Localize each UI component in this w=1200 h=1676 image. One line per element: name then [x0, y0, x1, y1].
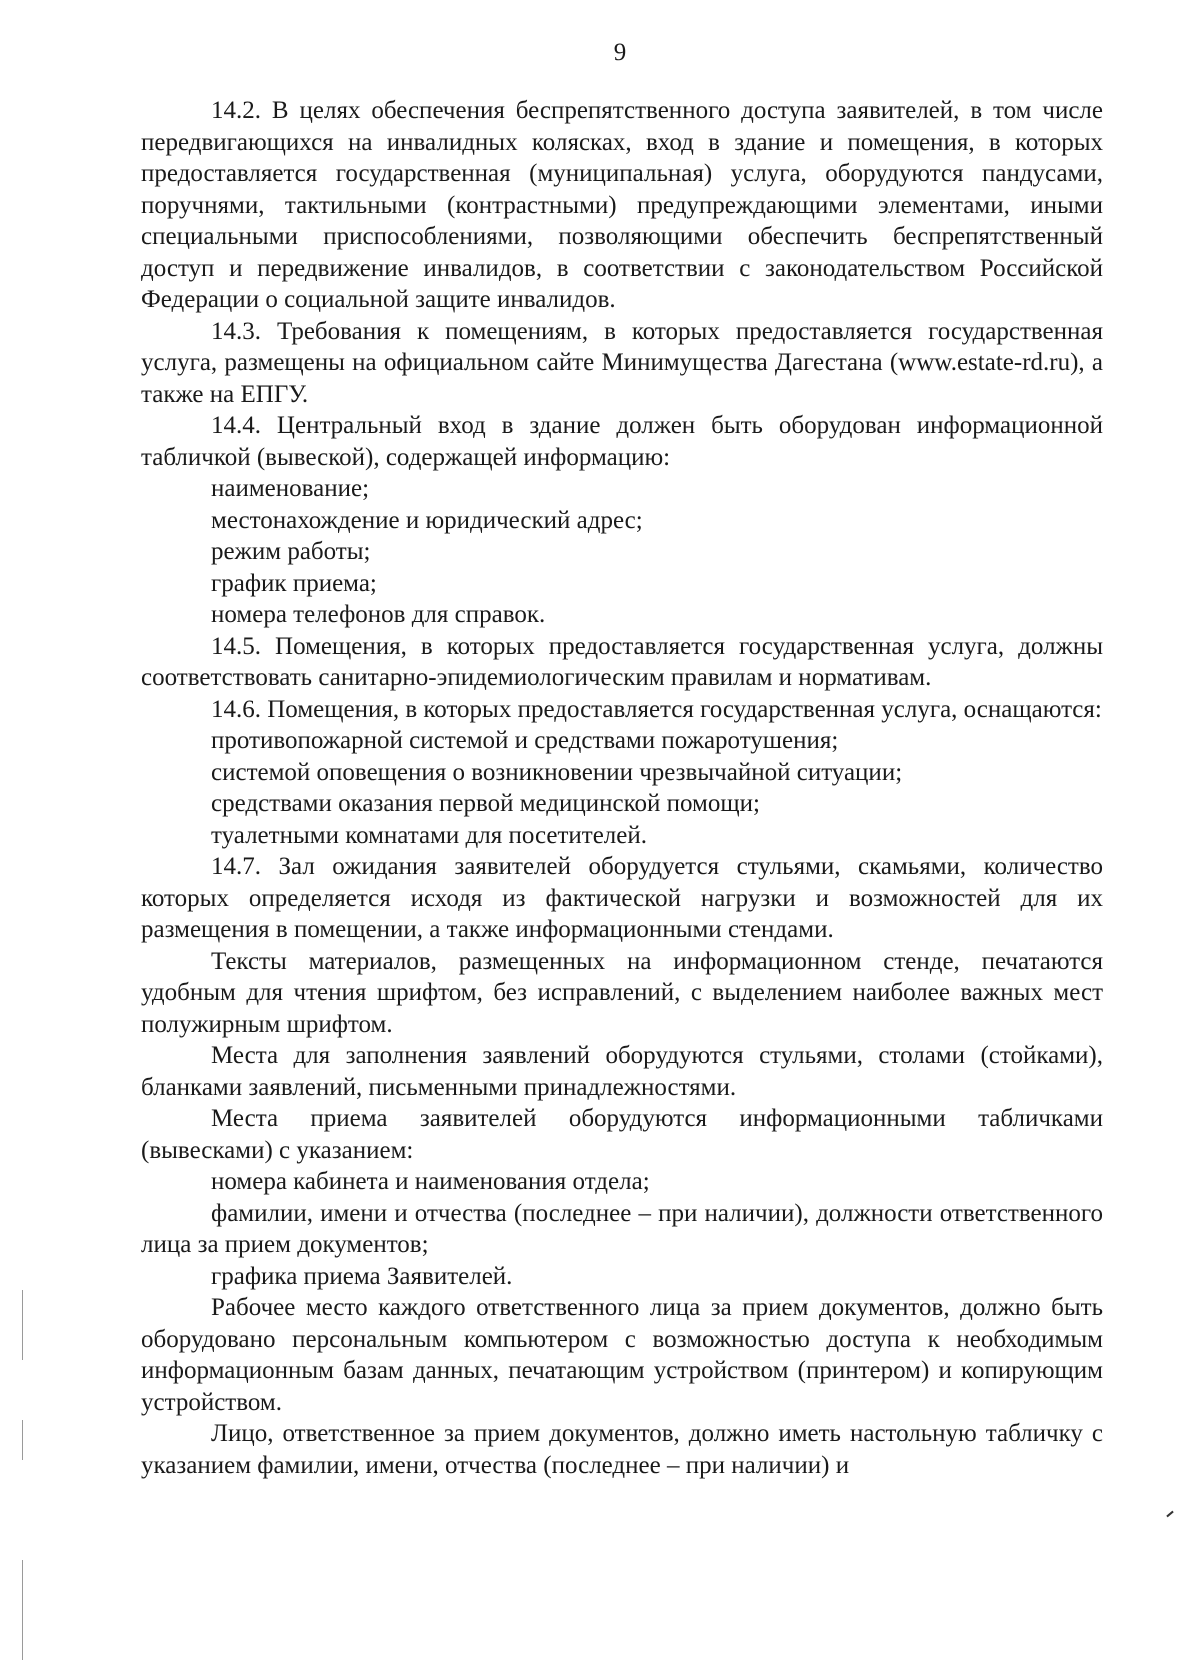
list-item: график приема; [211, 569, 377, 597]
list-item: режим работы; [211, 538, 371, 565]
list-item: туалетными комнатами для посетителей. [211, 821, 647, 849]
list-item: местонахождение и юридический адрес; [211, 506, 643, 534]
paragraph: 14.7. Зал ожидания заявителей оборудуется стульями, скамьями, количество которых определяется исходя из фактической нагрузки и возможностей для их размещения в помещении, а также информационными стендами. [141, 853, 1103, 943]
paragraph: Тексты материалов, размещенных на информационном стенде, печатаются удобным для чтения шрифтом, без исправлений, с выделением наиболее важных мест полужирным шрифтом. [141, 947, 1103, 1038]
document-body [141, 95, 1103, 1481]
paragraph: 14.5. Помещения, в которых предоставляется государственная услуга, должны соответствовать санитарно-эпидемиологическим правилам и нормативам. [141, 632, 1103, 691]
page-number: 9 [613, 39, 627, 66]
list-item: графика приема Заявителей. [211, 1262, 513, 1290]
list-item: номера кабинета и наименования отдела; [211, 1168, 650, 1195]
scan-edge-line [22, 1560, 23, 1660]
list-item: противопожарной системой и средствами пожаротушения; [211, 727, 839, 754]
paragraph: 14.6. Помещения, в которых предоставляется государственная услуга, оснащаются: [211, 695, 1102, 723]
paragraph: 14.3. Требования к помещениям, в которых предоставляется государственная услуга, размещены на официальном сайте Минимущества Дагестана (www.estate-rd.ru), а также на ЕПГУ. [141, 317, 1103, 408]
scan-edge-line [22, 1290, 23, 1360]
scan-edge-line [22, 1420, 23, 1460]
paragraph: 14.2. В целях обеспечения беспрепятственного доступа заявителей, в том числе передвигающихся на инвалидных колясках, вход в здание и помещения, в которых предоставляется государственная (муниципальная) услуга, оборудуются пандусами, поручнями, тактильными (контрастными) предупреждающими элементами, иными специальными приспособлениями, позволяющими обеспечить беспрепятственный доступ и передвижение инвалидов, в соответствии с законодательством Российской Федерации о социальной защите инвалидов. [141, 97, 1103, 313]
paragraph: 14.4. Центральный вход в здание должен быть оборудован информационной табличкой (вывеской), содержащей информацию: [141, 412, 1103, 471]
paragraph: Лицо, ответственное за прием документов, должно иметь настольную табличку с указанием фамилии, имени, отчества (последнее – при наличии) и [141, 1420, 1103, 1479]
scan-mark [1166, 1511, 1173, 1518]
list-item: наименование; [211, 475, 370, 502]
paragraph: Рабочее место каждого ответственного лица за прием документов, должно быть оборудовано персональным компьютером с возможностью доступа к необходимым информационным базам данных, печатающим устройством (принтером) и копирующим устройством. [141, 1294, 1103, 1416]
paragraph: Места приема заявителей оборудуются информационными табличками (вывесками) с указанием: [141, 1105, 1103, 1164]
list-item: средствами оказания первой медицинской помощи; [211, 790, 760, 817]
list-item: номера телефонов для справок. [211, 601, 546, 628]
paragraph: Места для заполнения заявлений оборудуются стульями, столами (стойками), бланками заявлений, письменными принадлежностями. [141, 1042, 1103, 1101]
list-item: системой оповещения о возникновении чрезвычайной ситуации; [211, 758, 903, 786]
paragraph: фамилии, имени и отчества (последнее – при наличии), должности ответственного лица за прием документов; [141, 1199, 1103, 1258]
